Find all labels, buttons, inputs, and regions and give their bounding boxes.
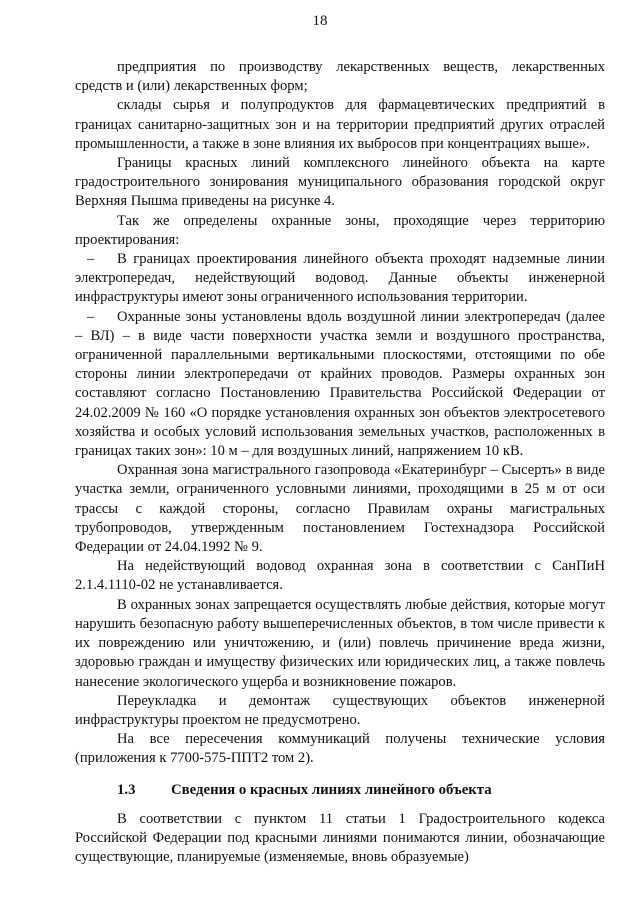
paragraph: В соответствии с пунктом 11 статьи 1 Градостроительного кодекса Российской Федерации под красными линиями понимаются линии, обозначающие существующие, планируемые (изменяемые, вновь образуемые) <box>75 810 605 865</box>
paragraph: Границы красных линий комплексного линейного объекта на карте градостроительного зонирования муниципального образования городской округ Верхняя Пышма приведены на рисунке 4. <box>75 155 605 210</box>
dash-marker: – <box>87 308 95 325</box>
section-heading <box>75 780 605 800</box>
paragraph: предприятия по производству лекарственных веществ, лекарственных средств и (или) лекарственных форм; <box>75 59 605 95</box>
document-body <box>75 58 605 867</box>
dash-list-item <box>75 308 605 462</box>
paragraph: Переукладка и демонтаж существующих объектов инженерной инфраструктуры проектом не предусмотрено. <box>75 692 605 728</box>
section-title: Сведения о красных линиях линейного объекта <box>171 781 492 798</box>
dash-marker: – <box>87 251 95 268</box>
paragraph: На все пересечения коммуникаций получены технические условия (приложения к 7700-575-ППТ2 том 2). <box>75 731 605 767</box>
paragraph: склады сырья и полупродуктов для фармацевтических предприятий в границах санитарно-защитных зон и на территории предприятий других отраслей промышленности, а также в зоне влияния их выбросов при концентрациях выше». <box>75 97 605 152</box>
paragraph: В охранных зонах запрещается осуществлять любые действия, которые могут нарушить безопасную работу вышеперечисленных объектов, в том числе привести к их повреждению или уничтожению, и (или) повлечь причинение вреда жизни, здоровью граждан и имуществу физических или юридических лиц, а также повлечь нанесение экологического ущерба и возникновение пожаров. <box>75 596 605 690</box>
section-number: 1.3 <box>117 781 136 798</box>
paragraph: На недействующий водовод охранная зона в соответствии с СанПиН 2.1.4.1110-02 не устанавливается. <box>75 558 605 594</box>
paragraph: Охранная зона магистрального газопровода «Екатеринбург – Сысерть» в виде участка земли, ограниченного условными линиями, проходящими в 25 м от оси трассы с каждой стороны, согласно Правилам охраны магистральных трубопроводов, утвержденным постановлением Гостехнадзора Российской Федерации от 24.04.1992 № 9. <box>75 462 605 556</box>
dash-list-item <box>75 250 605 308</box>
paragraph: Так же определены охранные зоны, проходящие через территорию проектирования: <box>75 212 605 248</box>
dash-item-text: В границах проектирования линейного объекта проходят надземные линии электропередач, недействующий водовод. Данные объекты инженерной инфраструктуры имеют зоны ограниченного использования территории. <box>75 251 605 306</box>
page-number: 18 <box>312 13 328 29</box>
dash-item-text: Охранные зоны установлены вдоль воздушной линии электропередач (далее – ВЛ) – в виде части поверхности участка земли и воздушного пространства, ограниченной параллельными вертикальными плоскостями, отстоящими по обе стороны линии электропередачи от крайних проводов. Размеры охранных зон составляют согласно Постановлению Правительства Российской Федерации от 24.02.2009 № 160 «О порядке установления охранных зон объектов электросетевого хозяйства и особых условий использования земельных участков, расположенных в границах таких зон»: 10 м – для воздушных линий, напряжением 10 кВ. <box>75 308 605 460</box>
